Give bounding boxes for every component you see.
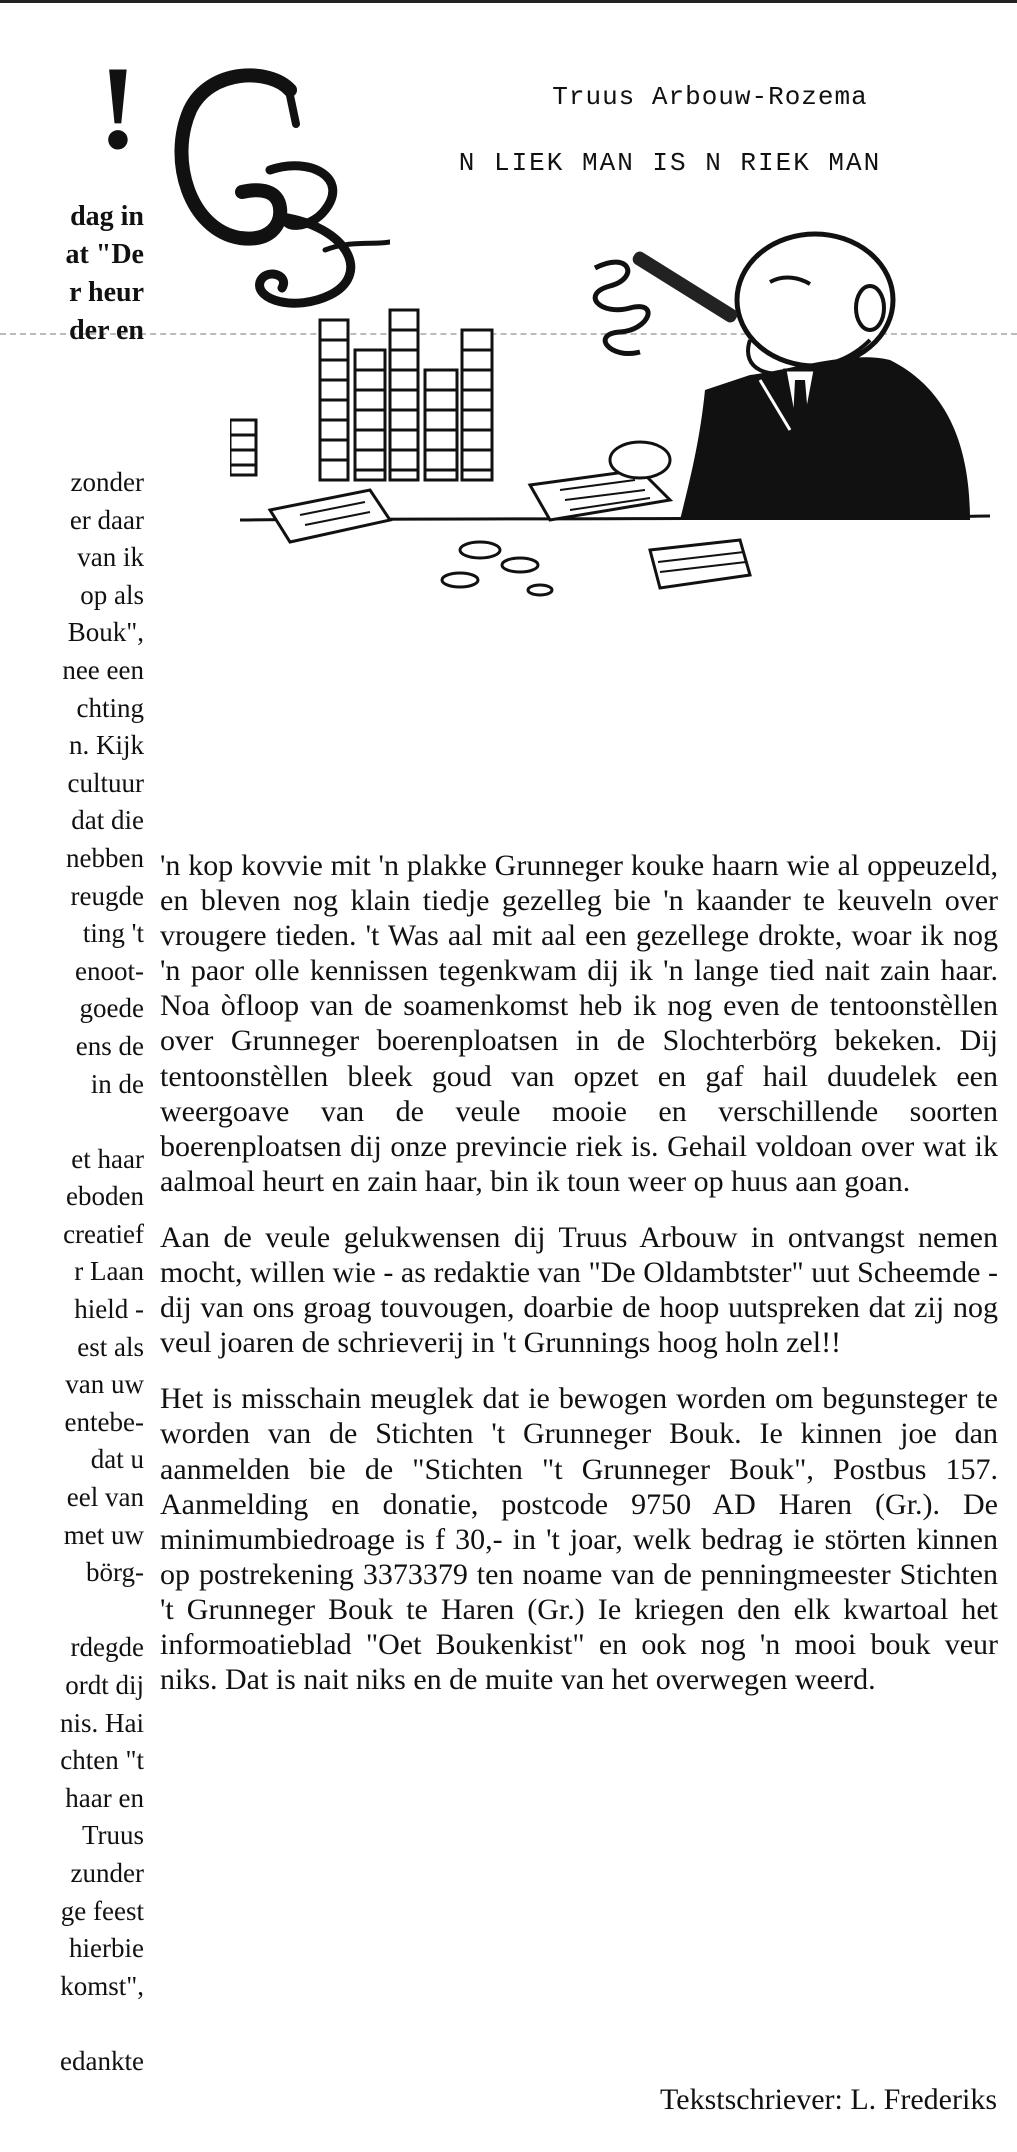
fragment-line: ge feest [60,1895,144,1926]
article-body [160,848,998,1697]
fragment-line: rdegde [70,1632,144,1663]
fragment-line [60,2005,144,2043]
fragment-line: nis. Hai [60,1707,144,1738]
smoke-squiggle [595,262,648,353]
fragment-line: met uw [63,1519,144,1550]
cartoon-illustration [230,220,990,810]
left-column-fragment [0,0,150,2152]
article-title: N LIEK MAN IS N RIEK MAN [458,148,882,178]
fragment-line: dat u [90,1444,144,1475]
fragment-line: ting 't [82,918,144,949]
fragment-line: dat die [71,805,144,836]
fragment-line: enoot- [75,955,144,986]
fragment-line: van uw [65,1369,144,1400]
fragment-line: van ik [77,542,144,573]
headline-exclamation: ! [98,41,138,174]
author-name: Truus Arbouw-Rozema [552,82,868,112]
coin-stacks [230,310,492,480]
fragment-line: at "De [65,239,144,270]
fragment-line: est als [77,1331,144,1362]
fragment-line: hield - [74,1294,144,1325]
fragment-line: nee een [62,654,144,685]
left-intro-fragment [65,198,144,350]
fragment-line: Truus [81,1820,144,1851]
fragment-line: op als [80,579,144,610]
fragment-line: dag in [70,201,144,232]
fragment-line: zonder [70,467,144,497]
fragment-line: et haar [71,1143,144,1174]
fragment-line: n. Kijk [68,730,144,761]
article-paragraph: Aan de veule gelukwensen dij Truus Arbouw in ontvangst nemen mocht, willen wie - as redaktie van "De Oldambtster" uut Scheemde - dij van ons groag touvougen, doarbie de hoop uutspreken dat zij nog veul joaren de schrieverij in 't Grunnings hoog holn zel!! [160,1220,998,1360]
fragment-line: haar en [65,1782,144,1813]
fragment-line: ens de [75,1030,144,1061]
fragment-line [60,1103,144,1141]
article-paragraph: 'n kop kovvie mit 'n plakke Grunneger kouke haarn wie al oppeuzeld, en bleven nog klain tiedje gezelleg bie 'n kaander te keuveln over vrougere tieden. 't Was aal mit aal een gezellege drokte, woar ik nog 'n paor olle kennissen tegenkwam dij ik 'n lange tied nait zain haar. Noa òfloop van de soamenkomst heb ik nog even de tentoonstèllen over Grunneger boerenploatsen in de Slochterbörg bekeken. Dij tentoonstèllen bleek goud van opzet en gaf hail duudelek een weergoave van de veule mooie en verschillende soorten boerenploatsen dij onze previncie riek is. Gehail voldoan over wat ik aalmoal heurt en zain haar, bin ik toun weer op huus aan goan. [160,849,998,1198]
fragment-line: chting [76,692,144,723]
fragment-line: creatief [63,1218,144,1249]
fragment-line: ordt dij [65,1670,144,1700]
fragment-line: reugde [70,880,144,911]
fragment-line: börg- [86,1557,144,1588]
fragment-line: der en [69,315,144,346]
fragment-line: entebe- [64,1406,144,1437]
fragment-line: zunder [70,1857,144,1888]
fragment-line: edankte [60,2045,144,2076]
fragment-line: eboden [66,1181,144,1212]
fragment-line: Bouk", [67,617,144,648]
article-paragraph: Het is misschain meuglek dat ie bewogen worden om begunsteger te worden van de Stichten 't Grunneger Bouk. Ie kinnen joe dan aanmelden bie de "Stichten "t Grunneger Bouk", Postbus 157. Aanmelding en donatie, postcode 9750 AD Haren (Gr.). De minimumbiedroage is f 30,- in 't joar, welk bedrag ie störten kinnen op postrekening 3373379 ten noame van de penningmeester Stichten 't Grunneger Bouk te Haren (Gr.) Ie kriegen den elk kwartoal het informoatieblad "Oet Boukenkist" en ook nog 'n mooi bouk veur niks. Dat is nait niks en de muite van het overwegen weerd. [160,1382,998,1697]
fragment-line: r heur [69,277,144,308]
fragment-line: er daar [69,504,144,535]
author-credit: Tekstschriever: L. Frederiks [660,2083,997,2116]
fragment-line: komst", [60,1970,144,2001]
fragment-line: chten "t [60,1745,144,1776]
fragment-line: eel van [66,1482,144,1513]
left-body-fragment [60,464,144,2081]
fragment-line: in de [90,1068,144,1099]
fragment-line: goede [79,993,144,1024]
fragment-line: r Laan [74,1256,144,1287]
fragment-line: nebben [66,842,144,873]
fragment-line: hierbie [69,1933,144,1964]
top-rule [0,0,1017,3]
fragment-line [60,1592,144,1630]
fragment-line: cultuur [67,767,144,798]
